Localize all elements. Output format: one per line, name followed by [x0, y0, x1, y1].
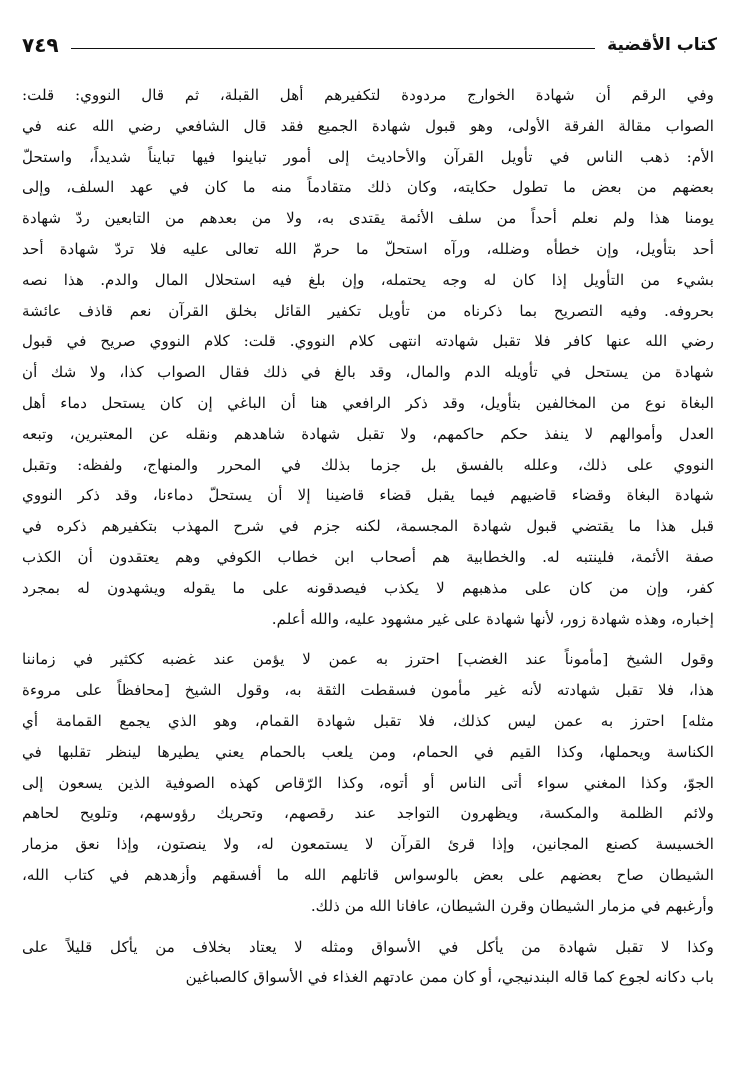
text-line: مثله] احترز به عمن ليس كذلك، فلا تقبل شهادة القمام، وهو الذي يجمع القمامة أي: [22, 711, 714, 730]
text-line: بعضهم من بعض ما تطول حكايته، وكان ذلك متقادماً منه ما كان في عهد السلف، وإلى: [22, 178, 714, 197]
page-body: [22, 80, 714, 993]
text-line: هذا، فلا تقبل شهادته لأنه غير مأمون فسقطت الثقة به، وقول الشيخ [محافظاً على مروءة: [22, 681, 714, 700]
paragraph: [22, 80, 714, 634]
text-line: الكناسة ويحملها، وكذا القيم في الحمام، ومن يلعب بالحمام يعني يطيرها لينظر تقلبها في: [22, 742, 714, 761]
text-line: وفي الرقم أن شهادة الخوارج مردودة لتكفيرهم أهل القبلة، ثم قال النووي: قلت:: [22, 86, 714, 104]
text-line: شهادة البغاة وقضاء قاضيهم فيما يقبل قضاء قاضينا إلا أن يستحلّ دماءنا، وقد ذكر النووي: [22, 486, 714, 505]
text-line: الجوّ، وكذا المغني سواء أتى الناس أو أتوه، وكذا الرّقاص كهذه الصوفية الذين يسعون إلى: [22, 773, 714, 792]
text-line: النووي على ذلك، وعلله بالفسق بل جزما بذلك في المحرر والمنهاج، ولفظه: وتقبل: [22, 455, 714, 474]
text-line: وأرغبهم في مزمار الشيطان وقرن الشيطان، عافانا الله من ذلك.: [310, 896, 714, 915]
text-line: العدل وأموالهم لا ينفذ حكم حاكمهم، ولا تقبل شهادة شاهدهم ونقله عن المعتبرين، وتبعه: [22, 424, 714, 443]
header-rule: [71, 48, 596, 49]
text-line: بحروفه. وفيه التصريح بما ذكرناه من تأويل تكفير القائل بخلق القرآن نعم قاذف عائشة: [22, 301, 714, 320]
text-line: شهادة من يستحل في تأويله الدم والمال، وقد بالغ في ذلك فقال الصواب كذا، ولا شك أن: [22, 363, 714, 382]
page-header: [22, 28, 717, 62]
text-line: باب دكانه لجوع كما قاله البندنيجي، أو كان ممن عادتهم الغذاء في الأسواق كالصباغين: [185, 968, 714, 987]
paragraph: [22, 644, 714, 921]
text-line: رضي الله عنها كافر فلا تقبل شهادته انتهى كلام النووي. قلت: كلام النووي صريح في قبول: [22, 332, 714, 351]
page-number: ٧٤٩: [22, 33, 59, 57]
text-line: الشيطان صاح بعضهم على بعض بالوسواس قاتلهم الله ما أفسقهم وأزهدهم في كتاب الله،: [22, 865, 714, 884]
text-line: ولائم الظلمة والمكسة، ويظهرون التواجد عند رقصهم، وتحريك رؤوسهم، وتلويح لحاهم: [22, 804, 714, 823]
text-line: وكذا لا تقبل شهادة من يأكل في الأسواق ومثله لا يعتاد بخلاف من يأكل قليلاً على: [22, 937, 714, 956]
text-line: البغاة نوع من المخالفين بتأويل، وقد ذكر الرافعي هنا أن الباغي إن كان يستحل دماء أهل: [22, 393, 714, 412]
text-line: الصواب مقالة الفرقة الأولى، وهو قبول شهادة الجميع فقد قال الشافعي رضي الله عنه في: [22, 116, 714, 135]
text-line: صفة الأئمة، فلينتبه له. والخطابية هم أصحاب ابن خطاب الكوفي وهم يعتقدون أن الكذب: [22, 547, 714, 566]
text-line: قبل هذا ما يقتضي قبول شهادة المجسمة، لكنه جزم في شرح المهذب بتكفيرهم ذكره في: [22, 517, 714, 536]
text-line: بشيء من التأويل إذا كان له وجه يحتمله، وإن بلغ فيه استحلال المال والدم. هذا نصه: [22, 270, 714, 289]
text-line: كفر، وإن من كان على مذهبهم لا يكذب فيصدقونه على ما يقوله ويشهدون له بمجرد: [22, 578, 714, 597]
text-line: وقول الشيخ [مأموناً عند الغضب] احترز به عمن لا يؤمن عند غضبه ككثير في زماننا: [22, 650, 714, 669]
text-line: أحد بتأويل، وإن خطأه وضلله، ورآه استحلّ ما حرمّ الله تعالى عليه فلا تردّ شهادة أحد: [22, 239, 714, 258]
paragraph: [22, 932, 714, 994]
text-line: إخباره، وهذه شهادة زور، لأنها شهادة على غير مشهود عليه، والله أعلم.: [271, 609, 714, 628]
text-line: الأم: ذهب الناس في تأويل القرآن والأحاديث إلى أمور تباينوا فيها تبايناً شديداً، واستحلّ: [22, 147, 714, 166]
text-line: يومنا هذا ولم نعلم أحداً من سلف الأئمة يقتدى به، ولا من بعدهم من التابعين ردّ شهادة: [22, 209, 714, 228]
text-line: الخسيسة كصنع المجانين، وإذا قرئ القرآن لا يستمعون له، ولا ينصتون، وإذا نعق مزمار: [22, 835, 714, 854]
chapter-title: كتاب الأقضية: [607, 35, 717, 55]
